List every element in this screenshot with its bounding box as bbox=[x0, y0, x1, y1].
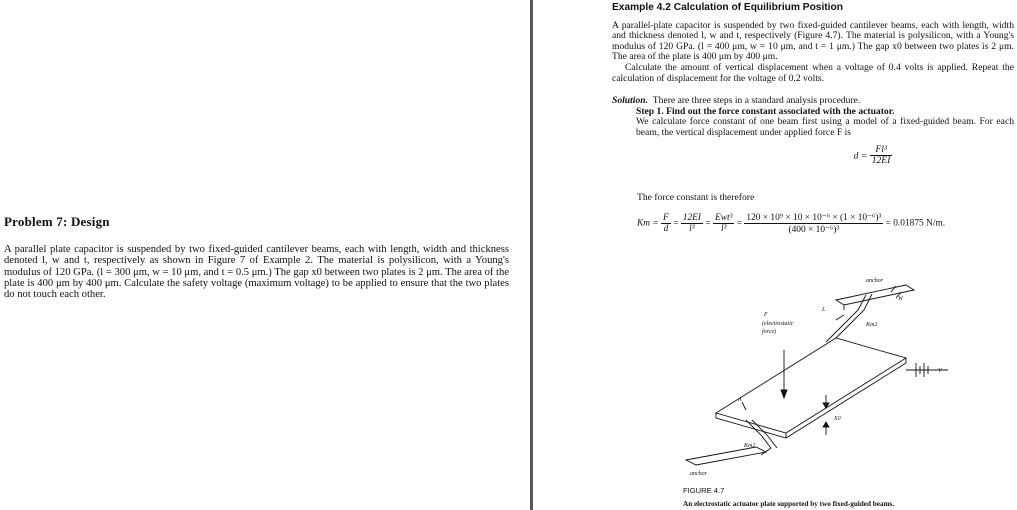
l-label: L bbox=[822, 307, 826, 313]
problem-title: Problem 7: Design bbox=[4, 214, 110, 229]
km-frac-1-num: F bbox=[663, 213, 669, 223]
v-label: V bbox=[938, 368, 942, 374]
km-frac-4-den: (400 × 10⁻⁶)³ bbox=[788, 225, 840, 235]
a-label: A bbox=[738, 397, 742, 403]
eq-sign-1: = bbox=[673, 218, 679, 229]
step1-title: Step 1. Find out the force constant associated with the actuator. bbox=[636, 105, 895, 117]
km-frac-3-num: Ewt³ bbox=[714, 213, 733, 223]
x0-label: X0 bbox=[834, 416, 841, 422]
km-frac-4 bbox=[744, 212, 883, 235]
example-para2: Calculate the amount of vertical displacement when a voltage of 0.4 volts is applied. Repeat the calculation of displacement for the voltage of 0.2 volts. bbox=[612, 61, 1014, 84]
force-label-1: F bbox=[764, 312, 768, 318]
solution-label: Solution. bbox=[612, 95, 648, 107]
force-label-2: (electrostatic bbox=[762, 321, 794, 327]
lower-anchor bbox=[686, 447, 766, 465]
km-frac-2-num: 12EI bbox=[682, 213, 701, 223]
km-frac-2 bbox=[681, 213, 703, 234]
eq-sign-3: = bbox=[736, 218, 743, 229]
km-frac-3-den: l³ bbox=[720, 224, 727, 234]
km2-top-label: Km2 bbox=[866, 322, 878, 328]
force-constant-equation bbox=[637, 212, 945, 235]
km-frac-1-den: d bbox=[663, 224, 669, 234]
figure-caption: An electrostatic actuator plate supported by two fixed-guided beams. bbox=[683, 500, 895, 508]
example-section bbox=[612, 0, 1014, 167]
upper-anchor bbox=[836, 285, 914, 305]
actuator-figure bbox=[676, 270, 956, 485]
d-fraction bbox=[870, 145, 893, 167]
w-label: W bbox=[898, 296, 903, 302]
force-label-3: force) bbox=[762, 329, 777, 335]
column-divider bbox=[530, 0, 533, 510]
figure-label: FIGURE 4.7 bbox=[683, 486, 725, 495]
d-lhs: d = bbox=[853, 149, 868, 161]
force-constant-text: The force constant is therefore bbox=[637, 192, 755, 203]
actuator-plate bbox=[716, 338, 906, 433]
solution-text: There are three steps in a standard analysis procedure. bbox=[652, 95, 861, 107]
anchor-bottom-label: anchor bbox=[690, 471, 707, 477]
km2-bottom-label: Km2 bbox=[744, 443, 756, 449]
anchor-top-label: anchor bbox=[866, 278, 883, 284]
km-frac-2-den: l³ bbox=[689, 224, 695, 234]
problem-section bbox=[4, 214, 509, 300]
km-frac-3 bbox=[713, 213, 734, 234]
eq-sign-2: = bbox=[705, 218, 711, 229]
example-para1: A parallel-plate capacitor is suspended by two fixed-guided cantilever beams, each with length, width and thickness denoted l, w and t, respectively (Figure 4.7). The material is polysilicon, with a Young's modulus of 120 GPa. (l = 400 μm, w = 10 μm, and t = 1 μm.) The gap x0 between two plates is 2 μm. The area of the plate is 400 μm by 400 μm. bbox=[612, 19, 1014, 63]
d-numerator: Fl³ bbox=[870, 145, 893, 157]
km-lhs: Km = bbox=[637, 218, 659, 229]
problem-body: A parallel plate capacitor is suspended by two fixed-guided cantilever beams, each with length, width and thickness denoted l, w and t, respectively as shown in Figure 7 of Example 2. The material is polysilicon, with a Young's modulus of 120 GPa. (l = 300 μm, w = 10 μm, and t = 0.5 μm.) The gap x0 between two plates is 2 μm. The area of the plate is 400 μm by 400 μm. Calculate the safety voltage (maximum voltage) to be applied to ensure that the two plates do not touch each other. bbox=[4, 244, 509, 301]
km-frac-4-num: 120 × 10⁹ × 10 × 10⁻⁶ × (1 × 10⁻⁶)³ bbox=[746, 213, 882, 223]
deflection-formula bbox=[732, 145, 1014, 167]
km-frac-1 bbox=[661, 213, 671, 234]
step1-text: We calculate force constant of one beam first using a model of a fixed-guided beam. For each beam, the vertical displacement under applied force F is bbox=[636, 116, 1014, 138]
d-denominator: 12EI bbox=[871, 155, 891, 167]
km-result: = 0.01875 N/m. bbox=[885, 218, 946, 229]
example-heading: Example 4.2 Calculation of Equilibrium Position bbox=[612, 2, 843, 13]
